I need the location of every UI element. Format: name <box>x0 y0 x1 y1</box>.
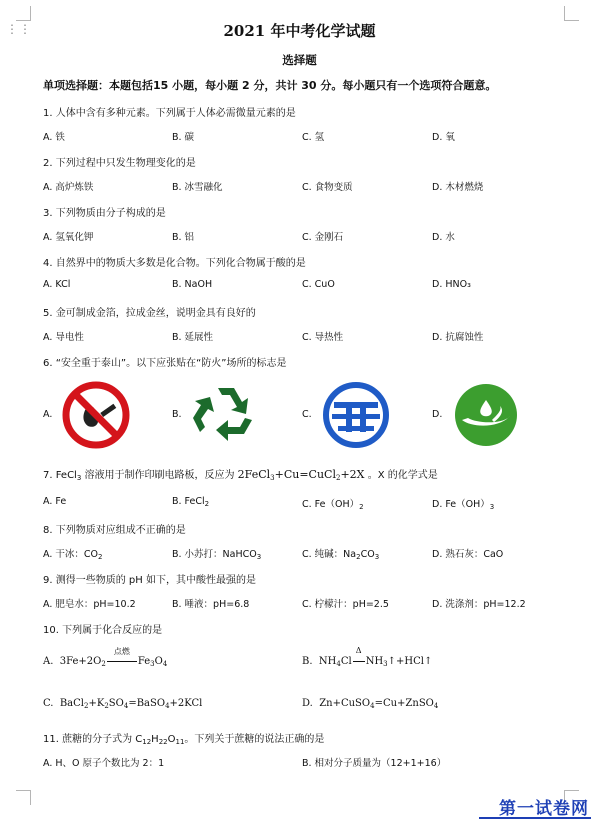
question-5-option-d: D. 抗腐蚀性 <box>432 332 484 343</box>
water-drop-icon <box>448 380 524 450</box>
question-7-option-d: D. $Fe(OH)_3$ <box>432 499 495 511</box>
section-title: 选择题 <box>282 53 317 67</box>
question-9-option-b: B. 唾液：pH=6.8 <box>172 599 250 610</box>
question-4-option-b: B. NaOH <box>172 279 213 290</box>
question-8-option-a: A. 干冰：$CO_2$ <box>43 549 103 561</box>
question-1-option-a: A. 铁 <box>43 132 65 143</box>
question-5-option-b: B. 延展性 <box>172 332 214 343</box>
question-4-option-a: A. KCl <box>43 279 71 290</box>
question-4-stem: 4. 自然界中的物质大多数是化合物。下列化合物属于酸的是 <box>43 258 306 269</box>
question-7-option-b: B. FeCl$_2$ <box>172 496 210 508</box>
question-11-stem: 11. 蔗糖的分子式为 $C_{12}H_{22}O_{11}$。下列关于蔗糖的说法正确的是 <box>43 734 325 746</box>
reaction-condition: Δ <box>355 646 362 655</box>
question-10-option-d: D. Zn+CuSO$_4$=Cu+ZnSO$_4$ <box>302 698 439 710</box>
question-7-stem: 7. FeCl$_3$ 溶液用于制作印刷电路板，反应为 2FeCl$_3$+Cu=CuCl$_2$+2X 。X 的化学式是 <box>43 468 438 482</box>
question-6-option-d: D. <box>432 409 443 420</box>
question-2-option-d: D. 木材燃烧 <box>432 182 484 193</box>
question-7-option-c: C. $Fe(OH)_2$ <box>302 499 364 511</box>
question-5-option-c: C. 导热性 <box>302 332 344 343</box>
question-1-option-b: B. 碳 <box>172 132 195 143</box>
question-8-option-d: D. 熟石灰：CaO <box>432 549 504 560</box>
page-title: 2021 年中考化学试题 <box>223 22 376 40</box>
question-8-option-c: C. 纯碱：$Na_2CO_3$ <box>302 549 380 561</box>
question-1-option-c: C. 氢 <box>302 132 325 143</box>
question-3-option-a: A. 氢氧化钾 <box>43 232 94 243</box>
question-7-option-a: A. Fe <box>43 496 67 507</box>
no-fire-sign-icon <box>58 380 134 450</box>
question-1-stem: 1. 人体中含有多种元素。下列属于人体必需微量元素的是 <box>43 108 296 119</box>
question-9-option-c: C. 柠檬汁：pH=2.5 <box>302 599 389 610</box>
question-9-option-a: A. 肥皂水：pH=10.2 <box>43 599 136 610</box>
question-9-stem: 9. 测得一些物质的 pH 如下，其中酸性最强的是 <box>43 575 256 586</box>
question-10-option-c: C. $BaCl_2+K_2SO_4=BaSO_4+2KCl$ <box>43 698 203 710</box>
question-3-option-c: C. 金刚石 <box>302 232 344 243</box>
question-1-option-d: D. 氧 <box>432 132 455 143</box>
question-9-option-d: D. 洗涤剂：pH=12.2 <box>432 599 526 610</box>
corner-mark <box>564 6 579 21</box>
question-6-option-b: B. <box>172 409 182 420</box>
question-6-option-a: A. <box>43 409 53 420</box>
recycle-icon <box>188 380 264 450</box>
corner-mark <box>16 790 31 805</box>
question-10-stem: 10. 下列属于化合反应的是 <box>43 625 163 636</box>
question-10-option-b: B. $NH_4Cl$ Δ $NH_3↑+HCl↑$ <box>302 646 433 668</box>
drag-handle-icon[interactable]: ⋮⋮ <box>6 22 32 36</box>
question-3-option-b: B. 铝 <box>172 232 195 243</box>
corner-mark <box>16 6 31 21</box>
question-4-option-c: C. CuO <box>302 279 335 290</box>
question-3-option-d: D. 水 <box>432 232 455 243</box>
water-saving-icon <box>318 380 394 450</box>
site-watermark: 第一试卷网 <box>499 799 589 819</box>
question-3-stem: 3. 下列物质由分子构成的是 <box>43 208 166 219</box>
question-5-option-a: A. 导电性 <box>43 332 84 343</box>
question-11-option-b: B. 相对分子质量为（12+1+16） <box>302 758 447 769</box>
reaction-condition: 点燃 <box>113 647 130 656</box>
question-6-option-c: C. <box>302 409 312 420</box>
question-8-stem: 8. 下列物质对应组成不正确的是 <box>43 525 186 536</box>
instruction-text: 单项选择题：本题包括15 小题，每小题 2 分，共计 30 分。每小题只有一个选项符合题意。 <box>43 79 497 92</box>
question-8-option-b: B. 小苏打：NaHCO$_3$ <box>172 549 262 561</box>
question-6-stem: 6. “安全重于泰山”。以下应张贴在“防火”场所的标志是 <box>43 358 287 369</box>
watermark-underline <box>479 817 591 819</box>
question-5-stem: 5. 金可制成金箔，拉成金丝，说明金具有良好的 <box>43 308 256 319</box>
question-2-stem: 2. 下列过程中只发生物理变化的是 <box>43 158 196 169</box>
question-4-option-d: D. HNO₃ <box>432 279 471 290</box>
question-2-option-b: B. 冰雪融化 <box>172 182 223 193</box>
question-2-option-c: C. 食物变质 <box>302 182 353 193</box>
question-11-option-a: A. H、O 原子个数比为 2：1 <box>43 758 165 769</box>
question-2-option-a: A. 高炉炼铁 <box>43 182 94 193</box>
question-10-option-a: A. $3Fe+2O_2$ 点燃 $Fe_3O_4$ <box>43 647 168 668</box>
